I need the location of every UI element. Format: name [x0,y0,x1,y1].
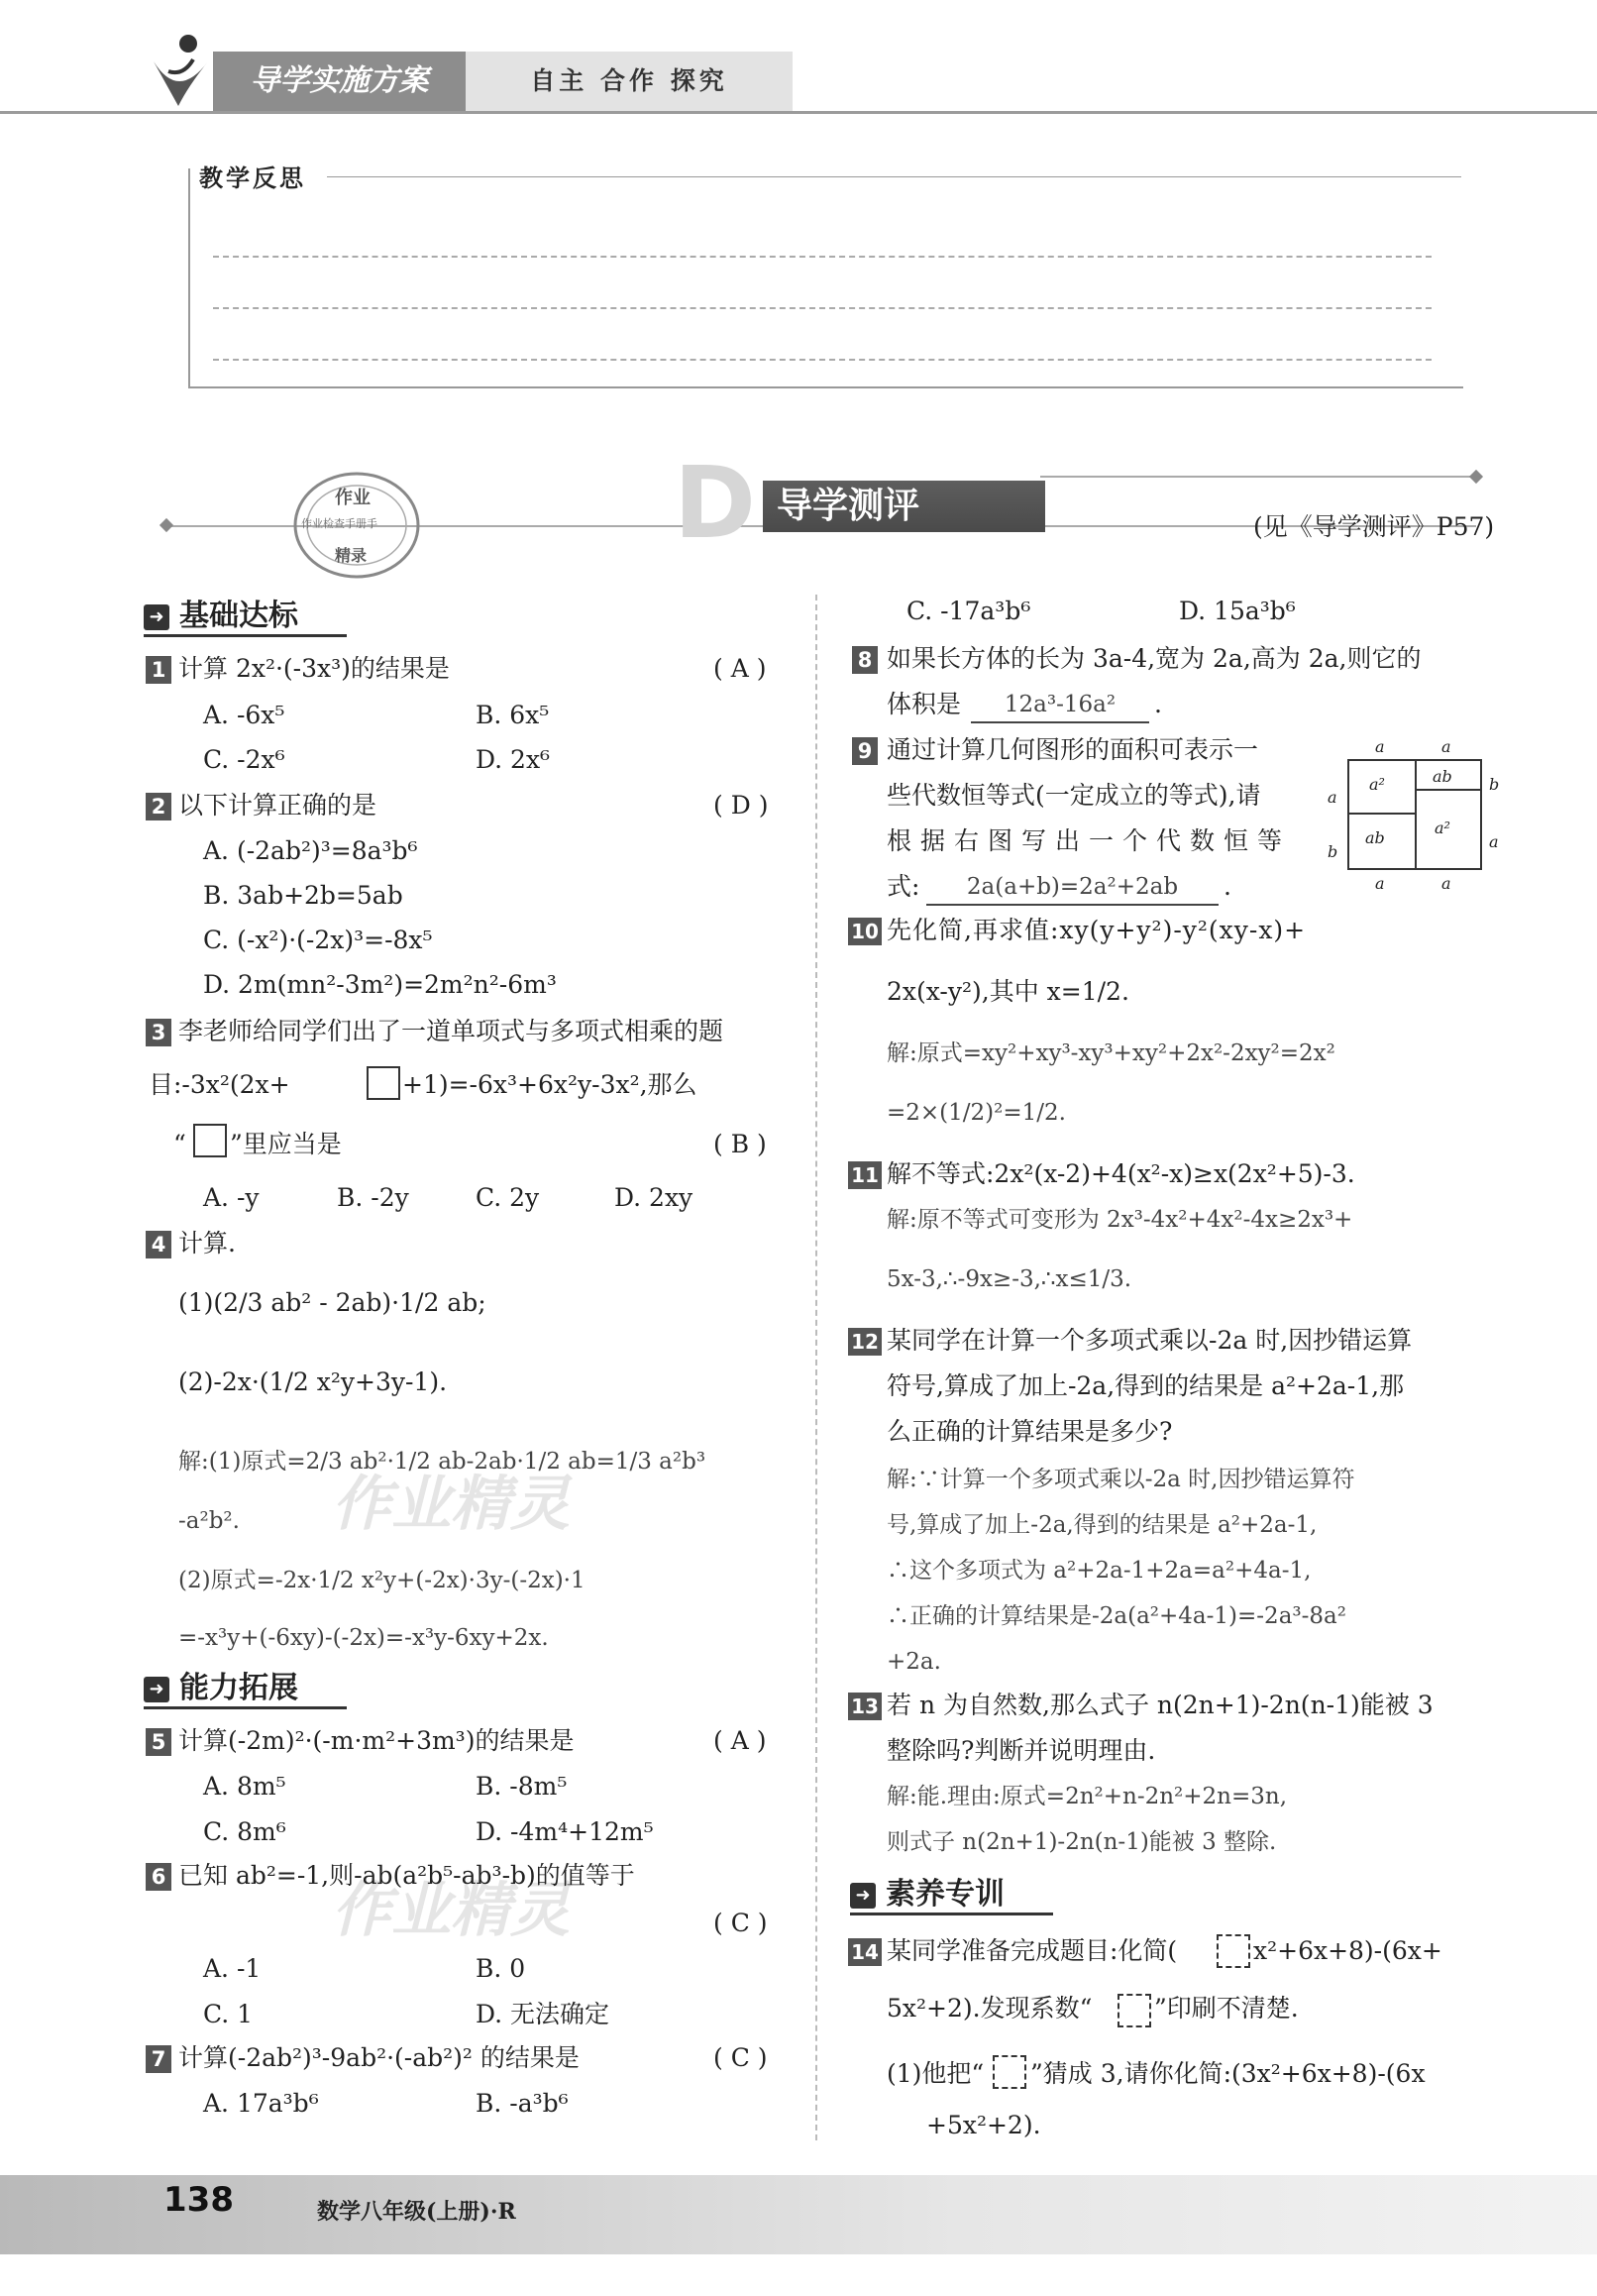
reflection-box [188,168,1463,388]
arrow-right-icon: ➜ [850,1883,876,1909]
subsection-label: 素养专训 [886,1877,1005,1912]
diagram-label: a [1375,737,1385,756]
header-rule [0,111,1597,114]
footer-band [0,2175,1597,2254]
question-answer: ( C ) [713,1909,768,1937]
question-number: 6 [146,1863,171,1891]
diagram-cell: a² [1369,775,1385,794]
diagram-label: a [1489,832,1499,851]
question-number: 4 [146,1231,171,1258]
question-number: 14 [848,1938,882,1966]
option-d: D. -4m⁴+12m⁵ [476,1817,654,1846]
diagram-divider [1415,789,1480,791]
question-line: 2x(x-y²),其中 x=1/2. [887,977,1129,1006]
header-tab-guide: 导学实施方案 [213,52,466,111]
blank-box [193,1124,227,1157]
question-number: 9 [852,737,878,765]
question-stem: 已知 ab²=-1,则-ab(a²b⁵-ab³-b)的值等于 [178,1861,635,1890]
subsection-basic [144,595,298,638]
arrow-right-icon: ➜ [144,604,169,630]
solution-line: ∴这个多项式为 a²+2a-1+2a=a²+4a-1, [887,1558,1312,1584]
reflection-line[interactable] [213,256,1432,258]
question-line: 根据右图写出一个代数恒等 [887,826,1292,855]
question-line: 式: [887,872,920,901]
question-number: 8 [852,646,878,674]
blank-box [1118,1994,1151,2027]
question-number: 7 [146,2045,171,2073]
option-c: C. 8m⁶ [203,1817,286,1846]
reflection-line[interactable] [213,359,1432,361]
sub-question: (2)-2x·(1/2 x²y+3y-1). [178,1367,448,1396]
question-number: 10 [848,918,882,945]
solution-line: 解:原不等式可变形为 2x³-4x²+4x²-4x≥2x³+ [887,1207,1353,1233]
arrow-right-icon: ➜ [144,1677,169,1702]
header-tab-modes: 自主 合作 探究 [466,52,793,111]
solution-line: +2a. [887,1649,941,1675]
question-line: 些代数恒等式(一定成立的等式),请 [887,781,1261,810]
question-number: 5 [146,1728,171,1756]
punct: . [1154,690,1162,718]
solution-line: 解:∵计算一个多项式乘以-2a 时,因抄错运算符 [887,1467,1355,1492]
solution-line: 解:(1)原式=2/3 ab²·1/2 ab-2ab·1/2 ab=1/3 a²b³ [178,1449,706,1475]
question-line: 5x²+2).发现系数“ [887,1994,1093,2023]
diagram-label: b [1489,775,1500,794]
question-answer: ( A ) [713,654,767,683]
question-line: 符号,算成了加上-2a,得到的结果是 a²+2a-1,那 [887,1371,1405,1400]
option-a: A. 17a³b⁶ [203,2089,319,2118]
option-d: D. 无法确定 [476,2000,610,2028]
diagram-cell: a² [1435,819,1450,837]
sub-question: (1)(2/3 ab² - 2ab)·1/2 ab; [178,1288,486,1317]
reflection-line[interactable] [213,307,1432,309]
watermark: 作业精灵 [332,1876,570,1945]
diamond-icon [160,518,173,532]
solution-line: 号,算成了加上-2a,得到的结果是 a²+2a-1, [887,1512,1318,1538]
question-line: ”印刷不清楚. [1154,1994,1299,2023]
question-line: 体积是 [887,690,962,718]
section-letter: D [674,445,757,561]
subsection-ability [144,1667,298,1710]
question-line: 整除吗?判断并说明理由. [887,1736,1156,1765]
diagram-label: a [1328,788,1337,807]
punct: . [1224,872,1231,901]
solution-line: 则式子 n(2n+1)-2n(n-1)能被 3 整除. [887,1829,1277,1855]
diagram-cell: ab [1433,767,1452,786]
question-line: ”里应当是 [230,1130,342,1158]
solution-line: =-x³y+(-6xy)-(-2x)=-x³y-6xy+2x. [178,1625,549,1651]
page-number: 138 [163,2180,234,2220]
blank-box [367,1066,400,1100]
option-b: B. 0 [476,1954,526,1983]
solution-line: 解:原式=xy²+xy³-xy³+xy²+2x²-2xy²=2x² [887,1040,1335,1066]
section-rule-top [1040,476,1476,478]
subsection-underline [850,1913,1053,1915]
option-d: D. 2m(mn²-3m²)=2m²n²-6m³ [203,970,557,999]
solution-line: ∴正确的计算结果是-2a(a²+4a-1)=-2a³-8a² [887,1603,1346,1629]
diagram-divider [1415,761,1417,868]
question-stem: 计算. [178,1229,236,1257]
question-answer: ( B ) [713,1130,767,1158]
question-answer: ( D ) [713,791,769,820]
diagram-cell: ab [1365,828,1385,847]
option-a: A. -1 [203,1954,262,1983]
stamp-top: 作业 [335,488,371,508]
option-c: C. -2x⁶ [203,745,285,774]
stamp-mid: 作业检查手册手 [301,517,377,530]
section-reference: (见《导学测评》P57) [1253,512,1495,541]
reflection-topline [327,176,1461,177]
question-number: 2 [146,793,171,820]
diagram-label: a [1375,874,1385,893]
sub-question: ”猜成 3,请你化简:(3x²+6x+8)-(6x [1030,2059,1426,2088]
option-b: B. -a³b⁶ [476,2089,569,2118]
watermark: 作业精灵 [332,1470,570,1539]
option-d: D. 15a³b⁶ [1179,597,1296,625]
solution-line: 解:能.理由:原式=2n²+n-2n²+2n=3n, [887,1784,1288,1809]
question-number: 12 [848,1328,882,1356]
option-b: B. 6x⁵ [476,701,550,729]
question-line: 么正确的计算结果是多少? [887,1417,1173,1446]
subsection-underline [144,634,347,637]
option-c: C. 2y [476,1183,540,1212]
option-b: B. -8m⁵ [476,1772,568,1801]
solution-line: -a²b². [178,1508,240,1534]
question-line: 通过计算几何图形的面积可表示一 [887,735,1259,764]
question-number: 1 [146,656,171,684]
question-answer: ( C ) [713,2043,768,2072]
question-answer: ( A ) [713,1726,767,1755]
area-diagram [1347,759,1482,870]
blank-box [1217,1934,1250,1968]
question-stem: 以下计算正确的是 [178,791,377,820]
option-c: C. (-x²)·(-2x)³=-8x⁵ [203,926,433,954]
diagram-label: b [1328,842,1338,861]
stamp-bottom: 精录 [335,546,368,565]
option-a: A. -6x⁵ [203,701,285,729]
solution-line: 5x-3,∴-9x≥-3,∴x≤1/3. [887,1266,1132,1292]
option-d: D. 2x⁶ [476,745,551,774]
solution-line: =2×(1/2)²=1/2. [887,1100,1066,1126]
sub-question: +5x²+2). [926,2111,1041,2139]
option-c: C. -17a³b⁶ [906,597,1031,625]
option-a: A. -y [203,1183,260,1212]
book-title: 数学八年级(上册)·R [317,2199,516,2225]
answer-blank: 2a(a+b)=2a²+2ab [926,870,1219,906]
option-a: A. 8m⁵ [203,1772,286,1801]
question-stem: 计算 2x²·(-3x³)的结果是 [178,654,450,683]
answer-blank: 12a³-16a² [971,688,1149,723]
logo-icon [149,22,218,111]
option-b: B. 3ab+2b=5ab [203,881,403,910]
question-line: 李老师给同学们出了一道单项式与多项式相乘的题 [178,1017,724,1045]
question-line: 某同学在计算一个多项式乘以-2a 时,因抄错运算 [887,1326,1413,1355]
question-line: 先化简,再求值:xy(y+y²)-y²(xy-x)+ [887,916,1307,944]
diagram-label: a [1441,737,1451,756]
question-number: 13 [848,1693,882,1720]
reflection-title: 教学反思 [193,159,312,193]
subsection-label: 基础达标 [179,599,298,633]
section-title: 导学测评 [763,481,1045,532]
subsection-literacy [850,1873,1005,1916]
diagram-divider [1349,813,1415,815]
quote-open: “ [173,1130,186,1158]
sub-question: (1)他把“ [887,2059,985,2088]
question-line: +1)=-6x³+6x²y-3x²,那么 [402,1070,697,1099]
question-line: 如果长方体的长为 3a-4,宽为 2a,高为 2a,则它的 [887,644,1422,673]
subsection-label: 能力拓展 [179,1671,298,1705]
question-number: 11 [848,1161,882,1189]
option-c: C. 1 [203,2000,254,2028]
diagram-label: a [1441,874,1451,893]
subsection-underline [144,1706,347,1709]
question-line: 某同学准备完成题目:化简( [887,1936,1178,1965]
blank-box [993,2055,1026,2089]
option-b: B. -2y [337,1183,409,1212]
option-d: D. 2xy [614,1183,693,1212]
question-stem: 计算(-2ab²)³-9ab²·(-ab²)² 的结果是 [178,2043,580,2072]
question-stem: 计算(-2m)²·(-m·m²+3m³)的结果是 [178,1726,575,1755]
question-line: 目:-3x²(2x+ [149,1070,290,1099]
diamond-icon [1469,470,1483,484]
question-line: 若 n 为自然数,那么式子 n(2n+1)-2n(n-1)能被 3 [887,1691,1434,1719]
question-line: 解不等式:2x²(x-2)+4(x²-x)≥x(2x²+5)-3. [887,1159,1355,1188]
question-line: x²+6x+8)-(6x+ [1253,1936,1442,1965]
homework-stamp [287,466,426,585]
option-a: A. (-2ab²)³=8a³b⁶ [203,836,418,865]
column-divider [815,595,817,2140]
solution-line: (2)原式=-2x·1/2 x²y+(-2x)·3y-(-2x)·1 [178,1568,586,1593]
question-number: 3 [146,1019,171,1046]
